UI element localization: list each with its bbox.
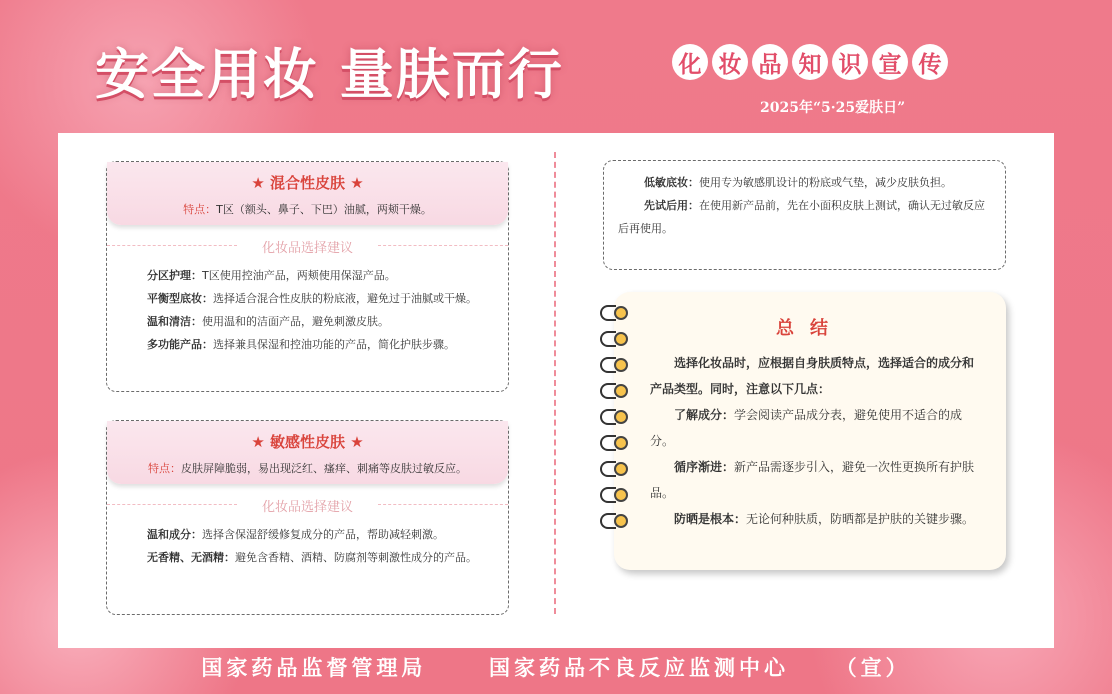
- footer-org1: 国家药品监督管理局: [201, 656, 427, 680]
- advice-item: [107, 523, 508, 546]
- sensitive-skin-header: [107, 421, 508, 484]
- summary-label: 了解成分：: [674, 408, 735, 422]
- summary-intro: 选择化妆品时，应根据自身肤质特点，选择适合的成分和产品类型。同时，注意以下几点：: [650, 356, 975, 396]
- ring-binder-icon: [600, 512, 626, 528]
- advice-item: [107, 333, 508, 356]
- summary-item: [614, 402, 1006, 454]
- advice-label: 温和成分：: [147, 528, 202, 541]
- advice-text: 避免含香精、酒精、防腐剂等刺激性成分的产品。: [235, 551, 477, 564]
- mixed-skin-title: ★ 混合性皮肤 ★: [251, 174, 364, 192]
- feature-text: 皮肤屏障脆弱，易出现泛红、瘙痒、刺痛等皮肤过敏反应。: [181, 462, 467, 475]
- ring-binder-icon: [600, 434, 626, 450]
- date-line: 2025年“5·25爱肤日”: [760, 100, 906, 116]
- advice-text: 使用温和的洁面产品，避免刺激皮肤。: [202, 315, 389, 328]
- advice-label: 先试后用：: [644, 199, 699, 212]
- advice-text: 选择含保湿舒缓修复成分的产品，帮助减轻刺激。: [202, 528, 444, 541]
- advice-item: [107, 287, 508, 310]
- main-title: 安全用妆 量肤而行: [95, 43, 564, 106]
- sub-title: [672, 44, 948, 80]
- mixed-skin-header: [107, 162, 508, 225]
- advice-text: T区使用控油产品，两颊使用保湿产品。: [202, 269, 396, 282]
- summary-text: 无论何种肤质，防晒都是护肤的关键步骤。: [746, 512, 975, 526]
- center-divider: [554, 152, 556, 614]
- mixed-advice-title: 化妆品选择建议: [107, 237, 508, 256]
- summary-label: 防晒是根本：: [674, 512, 747, 526]
- advice-text: 选择兼具保湿和控油功能的产品，简化护肤步骤。: [213, 338, 455, 351]
- advice-label: 多功能产品：: [147, 338, 213, 351]
- summary-text: 学会阅读产品成分表，避免使用不适合的成分。: [650, 408, 963, 448]
- feature-label: 特点：: [148, 462, 181, 475]
- advice-text: 选择适合混合性皮肤的粉底液，避免过于油腻或干燥。: [213, 292, 477, 305]
- ring-binder-icon: [600, 304, 626, 320]
- sub-title-char: 宣: [872, 44, 908, 80]
- advice-label: 温和清洁：: [147, 315, 202, 328]
- advice-text: 在使用新产品前，先在小面积皮肤上测试，确认无过敏反应后再使用。: [618, 199, 985, 235]
- summary-card: [614, 292, 1006, 570]
- feature-label: 特点：: [183, 203, 217, 216]
- sub-title-char: 妆: [712, 44, 748, 80]
- summary-item: [614, 454, 1006, 506]
- summary-text: 新产品需逐步引入，避免一次性更换所有护肤品。: [650, 460, 975, 500]
- advice-item: [107, 546, 508, 569]
- ring-binder-icon: [600, 486, 626, 502]
- ring-binder-icon: [600, 356, 626, 372]
- ring-binder-icon: [600, 460, 626, 476]
- advice-label: 无香精、无酒精：: [147, 551, 235, 564]
- advice-label: 平衡型底妆：: [147, 292, 213, 305]
- sensitive-skin-title: ★ 敏感性皮肤 ★: [251, 433, 364, 451]
- ring-binder-icon: [600, 408, 626, 424]
- sub-title-char: 化: [672, 44, 708, 80]
- sensitive-advice-title: 化妆品选择建议: [107, 496, 508, 515]
- ring-binder-icon: [600, 330, 626, 346]
- advice-label: 低敏底妆：: [644, 176, 699, 189]
- feature-text: T区（额头、鼻子、下巴）油腻，两颊干燥。: [216, 203, 432, 216]
- sub-title-char: 品: [752, 44, 788, 80]
- summary-item: [614, 506, 1006, 532]
- advice-item: [107, 310, 508, 333]
- notebook-rings: [600, 304, 626, 538]
- sensitive-skin-feature: [111, 460, 504, 476]
- advice-text: 使用专为敏感肌设计的粉底或气垫，减少皮肤负担。: [699, 176, 952, 189]
- mixed-skin-card: [106, 161, 509, 392]
- footer-org2: 国家药品不良反应监测中心: [489, 656, 789, 680]
- summary-title: 总结: [776, 318, 844, 339]
- advice-label: 分区护理：: [147, 269, 202, 282]
- ring-binder-icon: [600, 382, 626, 398]
- summary-label: 循序渐进：: [674, 460, 735, 474]
- footer-mark: （宣）: [835, 656, 911, 680]
- sub-title-char: 知: [792, 44, 828, 80]
- sensitive-skin-card: [106, 420, 509, 615]
- advice-item: [107, 264, 508, 287]
- footer: [0, 652, 1112, 682]
- mixed-skin-feature: [111, 201, 504, 217]
- continued-card: [603, 160, 1006, 270]
- advice-item: [604, 194, 1005, 240]
- advice-item: [604, 171, 1005, 194]
- sub-title-char: 传: [912, 44, 948, 80]
- sub-title-char: 识: [832, 44, 868, 80]
